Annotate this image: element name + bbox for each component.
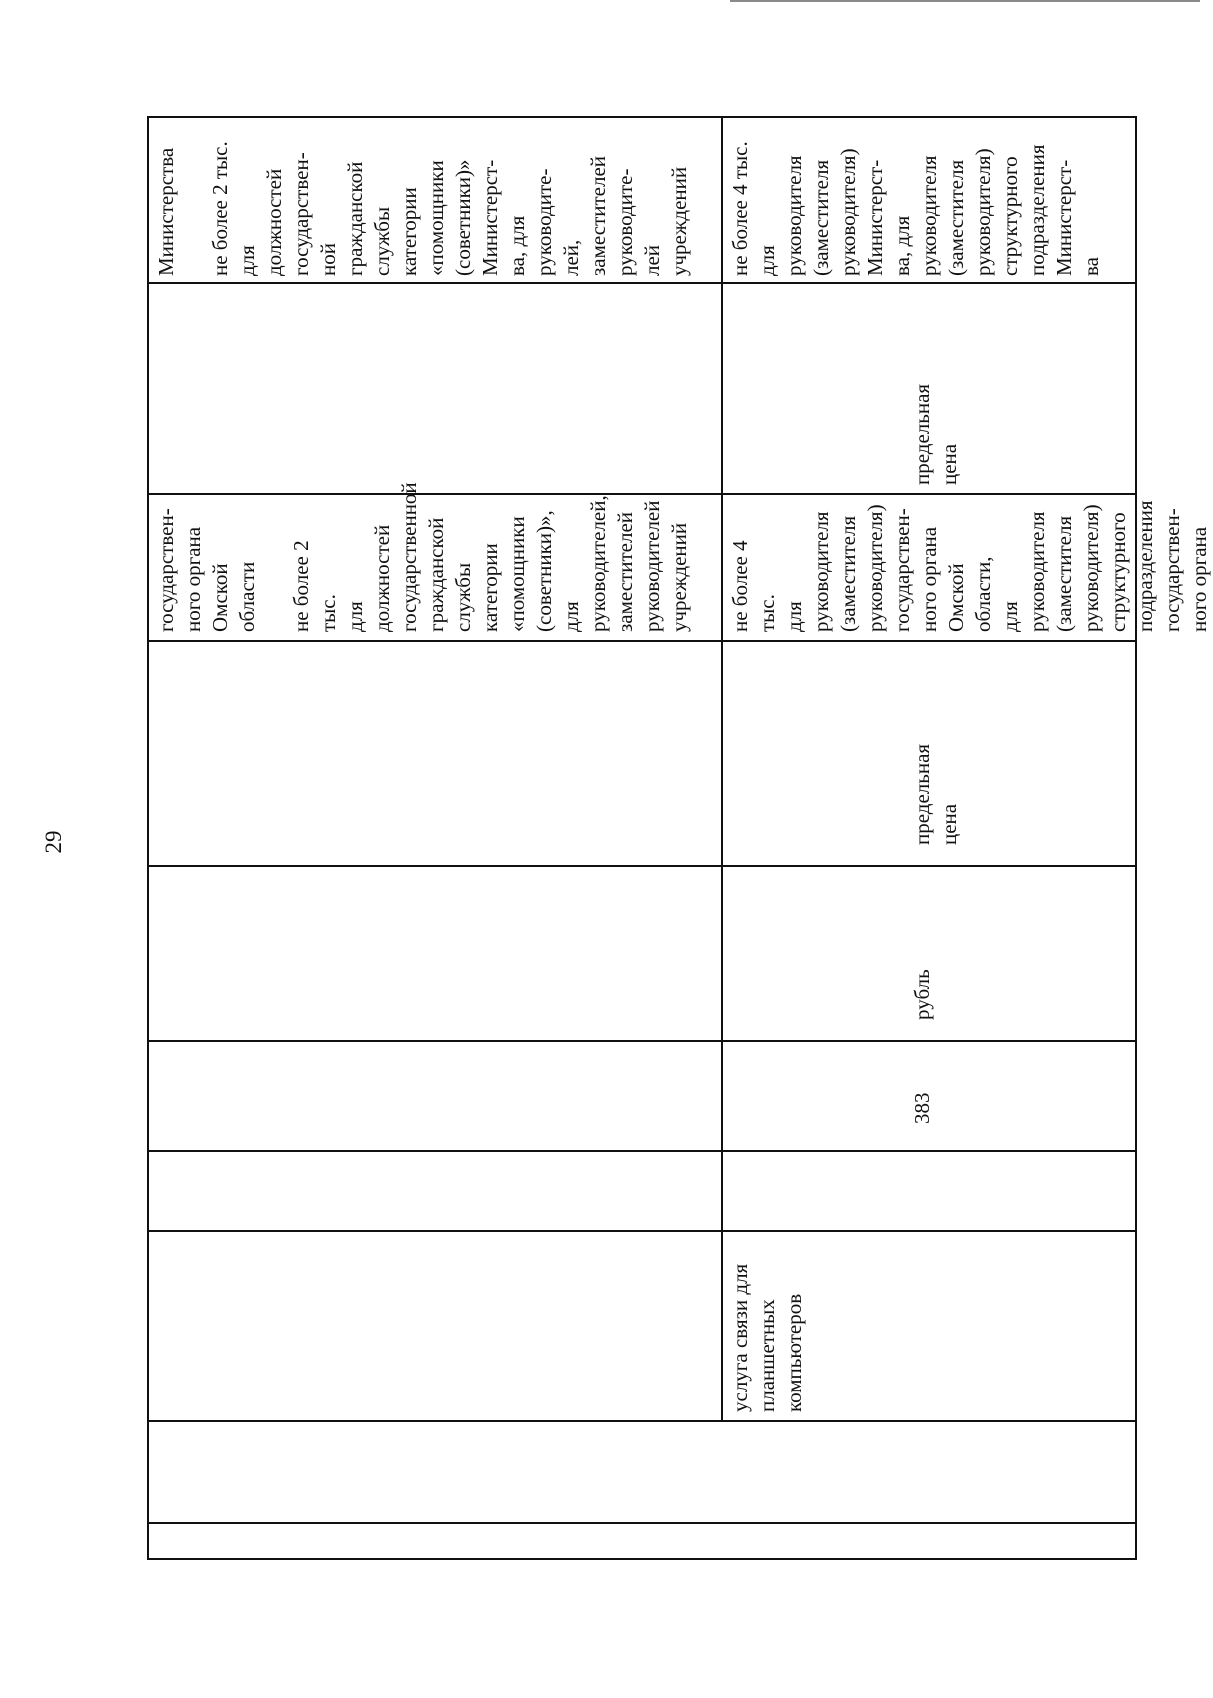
- grid-line-col-unit: [147, 1040, 1137, 1042]
- lower-row-ministry-limit-text: не более 4 тыс. для руководителя (заместителя руководителя) Министерст- ва, для руководителя (заместителя руководителя) структурного подразделения Министерст- ва: [728, 141, 1103, 276]
- grid-line-col-e: [147, 282, 1137, 284]
- page-number: 29: [41, 830, 66, 854]
- grid-line-strip-1: [147, 1522, 1137, 1524]
- grid-line-row-split: [721, 116, 723, 1422]
- lower-row-limit-text: не более 4 тыс. для руководителя (заместителя руководителя) государствен- ного органа Омской области, для руководителя (заместителя руководителя) структурного подразделения государствен- ного органа: [728, 500, 1211, 632]
- price-type-cell: предельная цена: [910, 743, 961, 845]
- rotated-table: [147, 116, 1211, 1560]
- table-border-left: [147, 1558, 1137, 1560]
- table-border-bottom: [1135, 116, 1137, 1560]
- grid-line-col-code: [147, 1150, 1137, 1152]
- table-border-top: [147, 116, 149, 1560]
- code-cell: 383: [910, 1092, 934, 1124]
- upper-row-ministry-limit-text: Министерства не более 2 тыс. для должностей государствен- ной гражданской службы категории «помощники (советники)» Министерст- ва, для руководите- лей, заместителей руководите- лей учреждений: [154, 141, 691, 276]
- unit-cell: рубль: [910, 969, 934, 1020]
- ministry-price-type-cell: предельная цена: [910, 383, 961, 485]
- grid-line-col-c: [147, 640, 1137, 642]
- upper-row-limit-text: государствен- ного органа Омской области не более 2 тыс. для должностей государственной гражданской службы категории «помощники (советники)», для руководителей, заместителей руководителей учреждений: [154, 482, 691, 632]
- grid-line-strip-2: [147, 1420, 1137, 1422]
- service-name-cell: услуга связи для планшетных компьютеров: [728, 1263, 806, 1412]
- grid-line-col-b: [147, 865, 1137, 867]
- scan-edge-line: [730, 0, 1200, 2]
